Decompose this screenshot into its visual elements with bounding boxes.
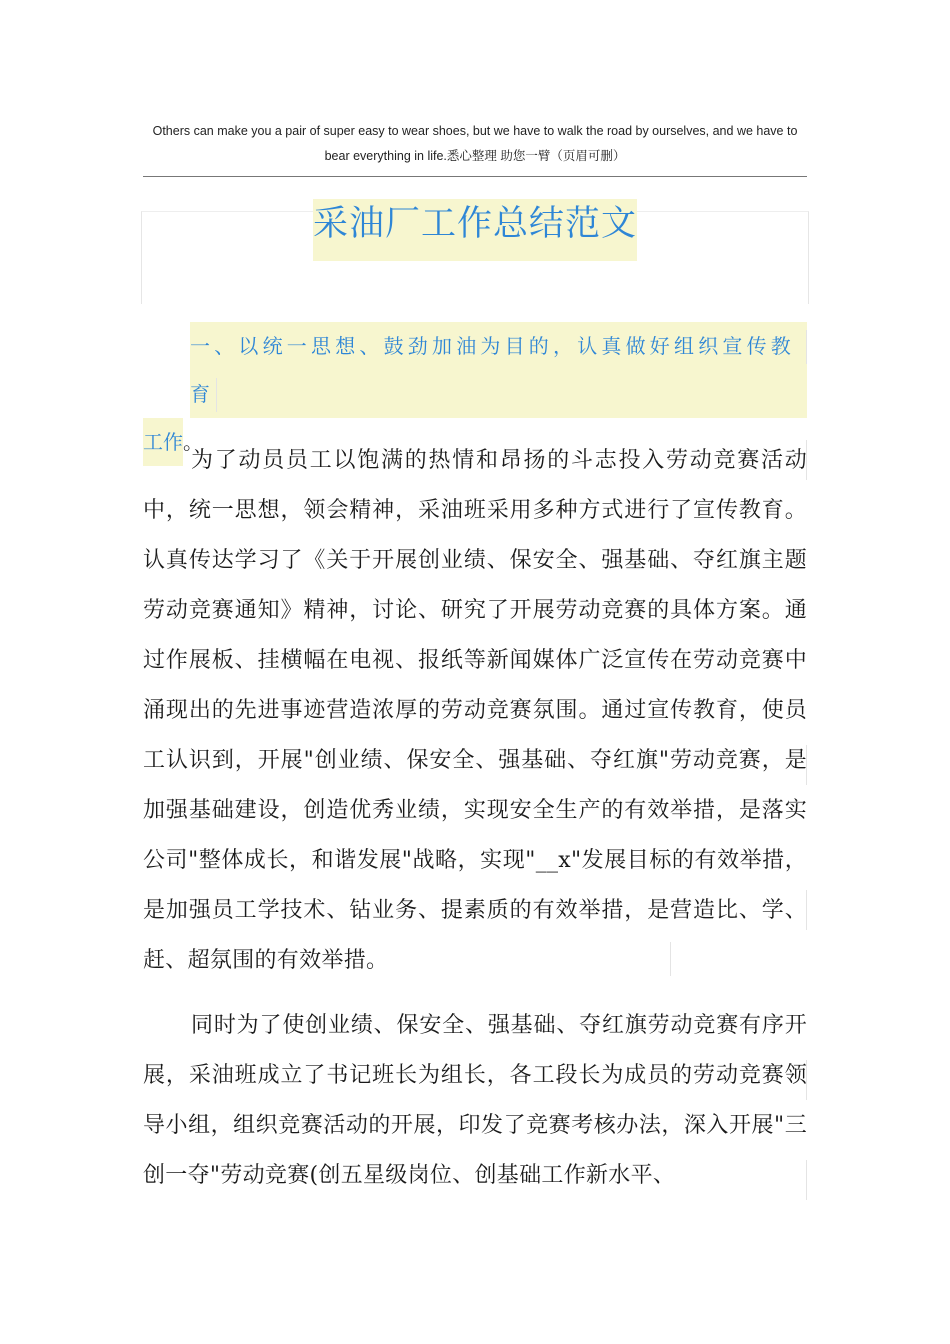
section-heading-line2: 工作 — [143, 418, 183, 466]
margin-mark — [806, 330, 807, 364]
margin-mark — [216, 378, 217, 412]
section-heading-period: 。 — [183, 430, 203, 454]
margin-mark — [670, 942, 671, 976]
body-paragraph-1: 为了动员员工以饱满的热情和昂扬的斗志投入劳动竞赛活动中，统一思想，领会精神，采油班采用多种方式进行了宣传教育。认真传达学习了《关于开展创业绩、保安全、强基础、夺红旗主题劳动竞赛通知》精神，讨论、研究了开展劳动竞赛的具体方案。通过作展板、挂横幅在电视、报纸等新闻媒体广泛宣传在劳动竞赛中涌现出的先进事迹营造浓厚的劳动竞赛氛围。通过宣传教育，使员工认识到，开展"创业绩、保安全、强基础、夺红旗"劳动竞赛，是加强基础建设，创造优秀业绩，实现安全生产的有效举措，是落实公司"整体成长，和谐发展"战略，实现"__x"发展目标的有效举措，是加强员工学技术、钻业务、提素质的有效举措，是营造比、学、赶、超氛围的有效举措。 — [143, 448, 807, 973]
header-divider — [143, 176, 807, 177]
page-header-text: Others can make you a pair of super easy to wear shoes, but we have to walk the road by ourselves, and we have to bear everything in life.悉心整理 助您一臂（页眉可删） — [152, 124, 798, 163]
margin-mark — [806, 1060, 807, 1100]
document-title: 采油厂工作总结范文 — [313, 199, 637, 261]
margin-mark — [806, 1160, 807, 1200]
margin-mark — [806, 745, 807, 785]
section-heading-line1: 一、以统一思想、鼓劲加油为目的，认真做好组织宣传教育 — [143, 322, 807, 418]
body-paragraph-2: 同时为了使创业绩、保安全、强基础、夺红旗劳动竞赛有序开展，采油班成立了书记班长为组长，各工段长为成员的劳动竞赛领导小组，组织竞赛活动的开展，印发了竞赛考核办法，深入开展"三创一夺"劳动竞赛(创五星级岗位、创基础工作新水平、 — [143, 1013, 807, 1188]
margin-mark — [806, 890, 807, 930]
margin-mark — [806, 440, 807, 480]
